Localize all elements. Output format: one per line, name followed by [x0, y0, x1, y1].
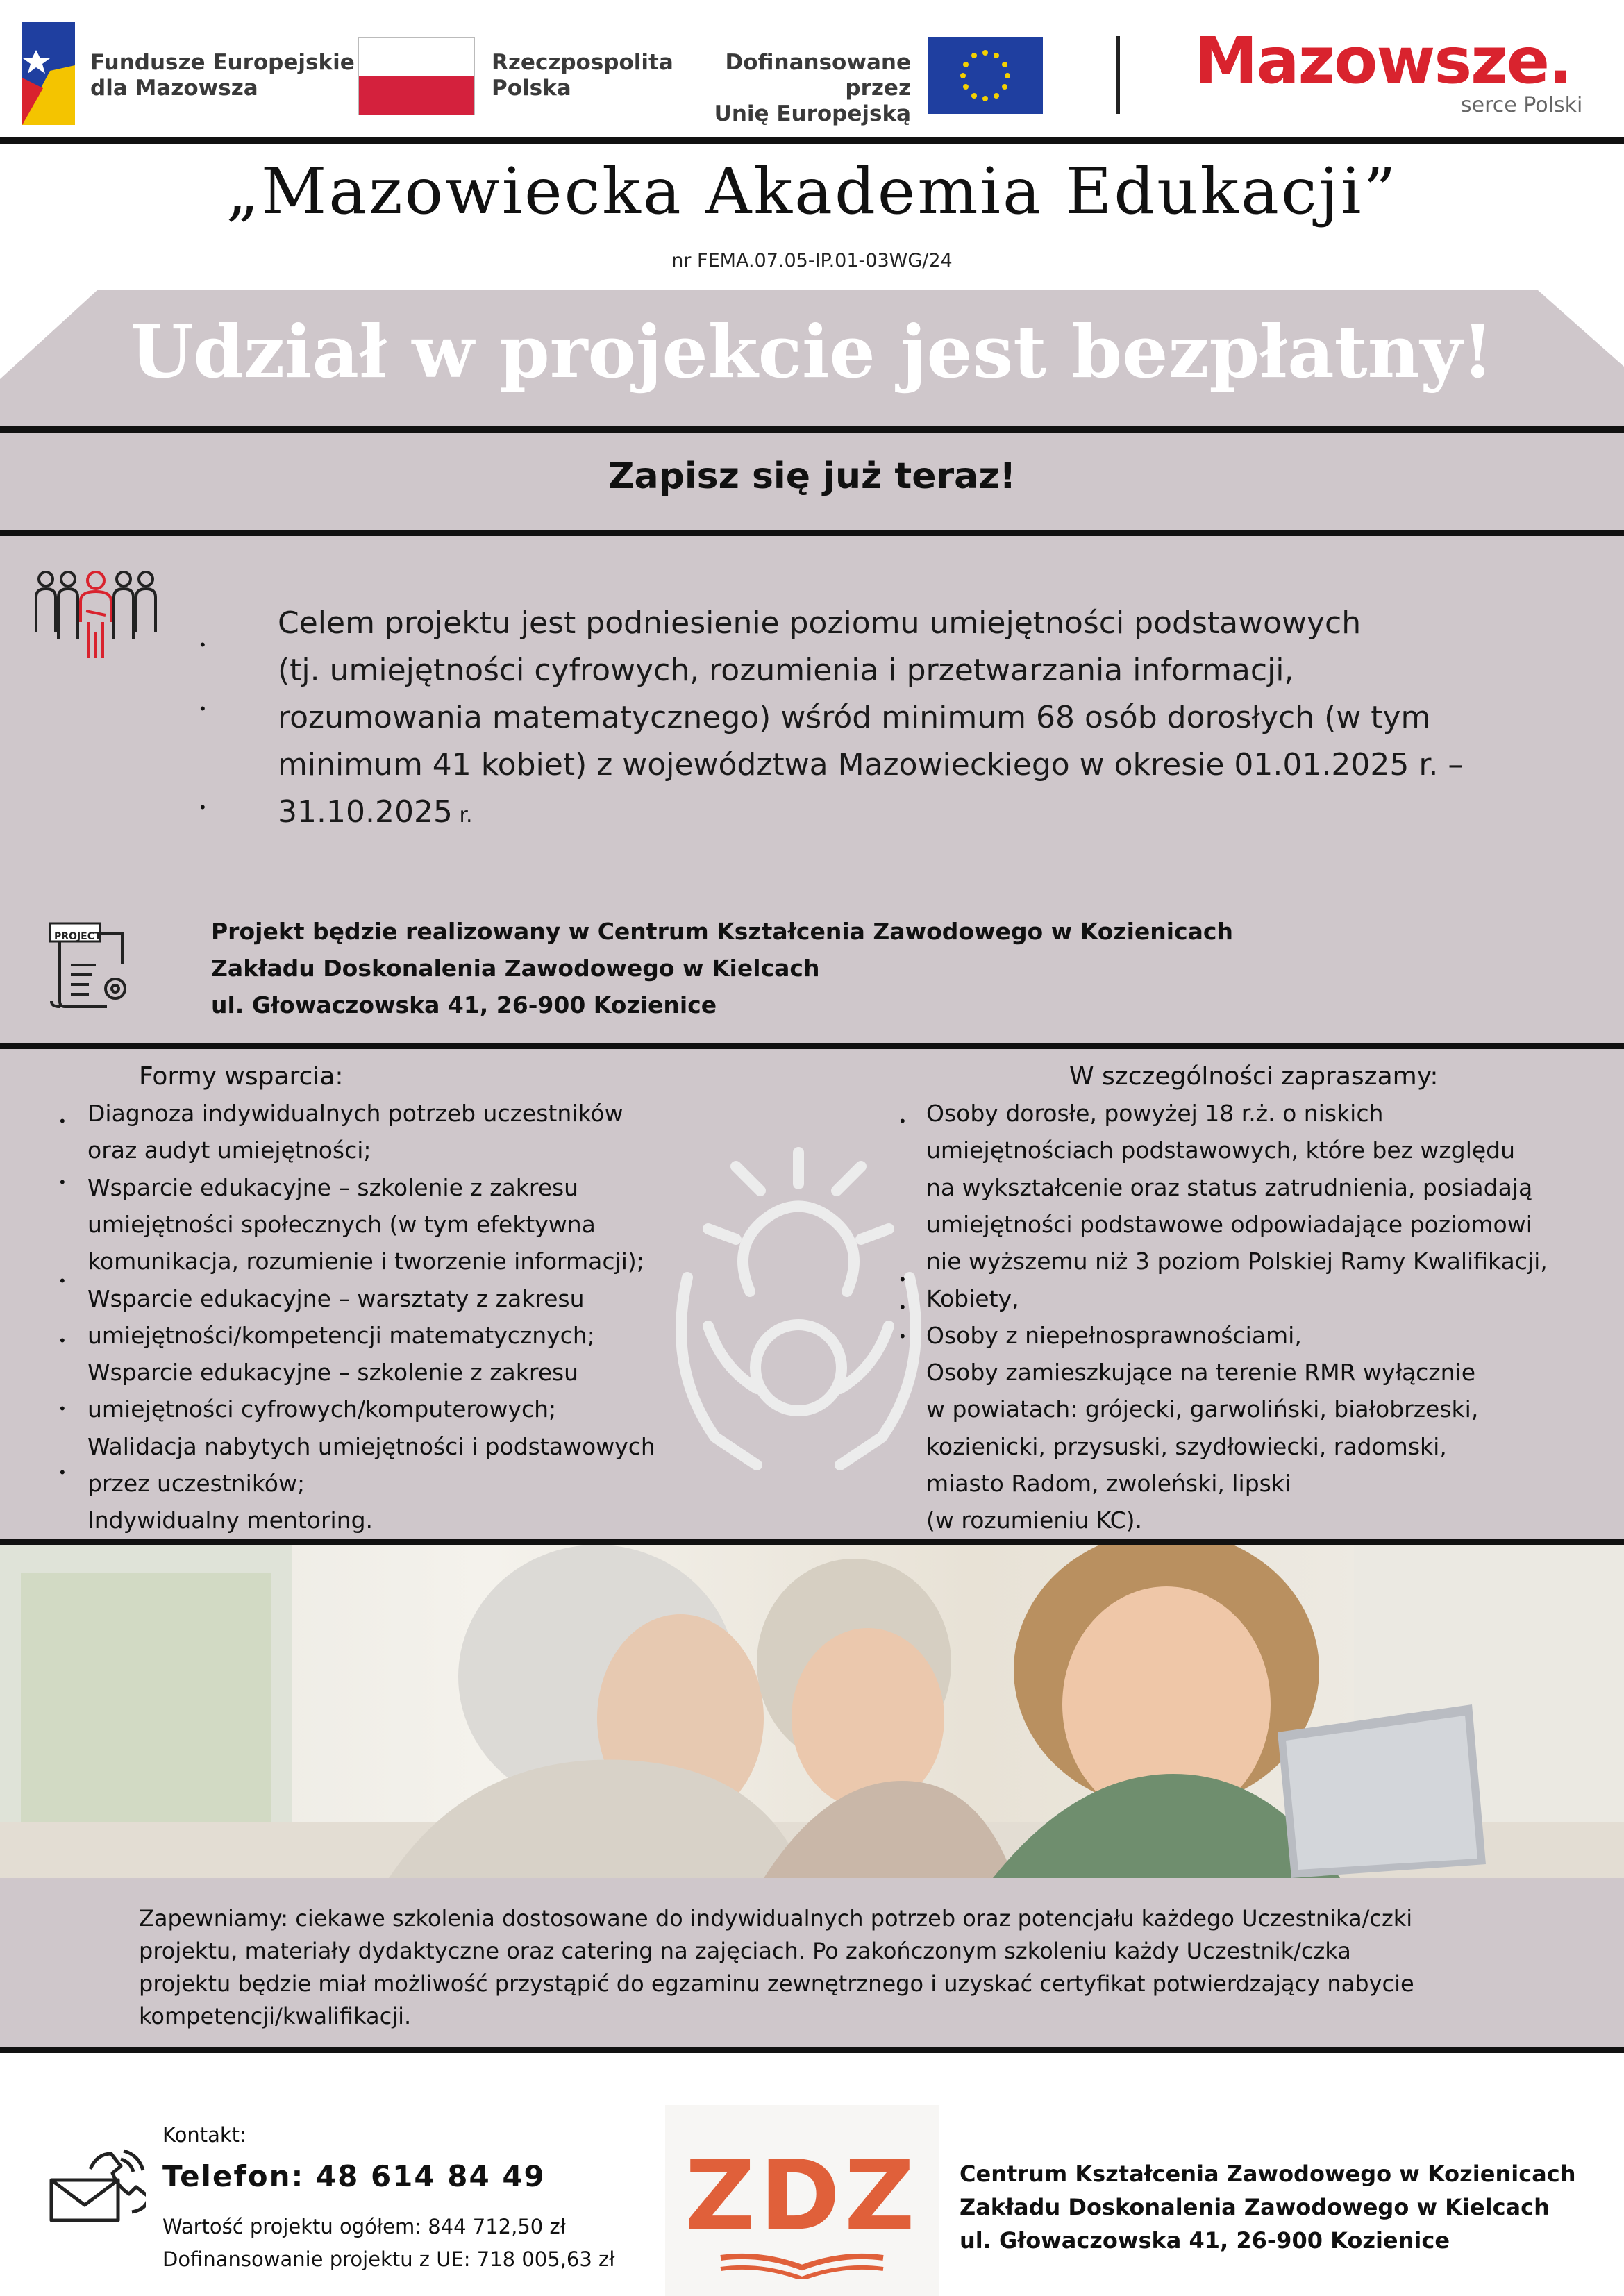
logo-ue-text: Dofinansowane przez Unię Europejską	[714, 50, 911, 126]
list-item: umiejętnościach podstawowych, które bez względu	[926, 1137, 1516, 1164]
list-item: Walidacja nabytych umiejętności i podstawowych	[87, 1433, 655, 1460]
org-line: Centrum Kształcenia Zawodowego w Kozienicach	[960, 2161, 1576, 2187]
list-item: umiejętności/kompetencji matematycznych;	[87, 1322, 595, 1349]
list-item: nie wyższemu niż 3 poziom Polskiej Ramy Kwalifikacji,	[926, 1248, 1548, 1275]
list-item: Osoby zamieszkujące na terenie RMR wyłącznie	[926, 1359, 1476, 1386]
list-item: Kobiety,	[926, 1285, 1019, 1312]
guarantee-line: Zapewniamy: ciekawe szkolenia dostosowane do indywidualnych potrzeb oraz potencjału każdego Uczestnika/czki	[139, 1905, 1413, 1932]
list-item: Wsparcie edukacyjne – szkolenie z zakresu	[87, 1359, 579, 1386]
list-item: umiejętności społecznych (w tym efektywna	[87, 1211, 596, 1238]
list-item: Osoby z niepełnosprawnościami,	[926, 1322, 1302, 1349]
goal-bullet: •	[200, 700, 206, 717]
mazowsze-logo: Mazowsze.	[1194, 24, 1572, 98]
signup-rule	[0, 530, 1624, 536]
logo-fe-text: Fundusze Europejskie dla Mazowsza	[90, 50, 355, 101]
list-item: umiejętności cyfrowych/komputerowych;	[87, 1396, 557, 1423]
list-item: Wsparcie edukacyjne – warsztaty z zakresu	[87, 1285, 585, 1312]
list-item: Wsparcie edukacyjne – szkolenie z zakresu	[87, 1174, 579, 1201]
mail-phone-icon	[49, 2148, 146, 2224]
poland-flag-logo	[358, 37, 475, 115]
goal-bullet: •	[200, 798, 206, 816]
eu-cofinancing: Dofinansowanie projektu z UE: 718 005,63 zł	[162, 2247, 615, 2271]
list-item: (w rozumieniu KC).	[926, 1507, 1142, 1534]
goal-text-line: 31.10.2025 r.	[278, 794, 473, 830]
header-rule	[0, 137, 1624, 144]
mazowsze-tagline: serce Polski	[1461, 93, 1583, 117]
location-line: Projekt będzie realizowany w Centrum Kształcenia Zawodowego w Kozienicach	[211, 918, 1233, 945]
goal-text-line: (tj. umiejętności cyfrowych, rozumienia i przetwarzania informacji,	[278, 653, 1294, 688]
page-title: „Mazowiecka Akademia Edukacji”	[226, 154, 1398, 228]
location-rule	[0, 1043, 1624, 1049]
goal-bullet: •	[200, 636, 206, 653]
list-item: miasto Radom, zwoleński, lipski	[926, 1470, 1291, 1497]
guarantee-rule	[0, 2047, 1624, 2053]
goal-text-line: minimum 41 kobiet) z województwa Mazowieckiego w okresie 01.01.2025 r. –	[278, 747, 1464, 782]
signup-heading: Zapisz się już teraz!	[608, 455, 1016, 497]
location-line: Zakładu Doskonalenia Zawodowego w Kielcach	[211, 955, 820, 982]
zdz-logo: ZDZ	[665, 2105, 939, 2296]
invite-heading: W szczególności zapraszamy:	[1069, 1062, 1439, 1091]
logo-divider	[1116, 36, 1120, 114]
goal-text-line: rozumowania matematycznego) wśród minimum 68 osób dorosłych (w tym	[278, 700, 1431, 735]
guarantee-line: kompetencji/kwalifikacji.	[139, 2003, 412, 2029]
phone-number[interactable]: Telefon: 48 614 84 49	[162, 2159, 546, 2193]
free-participation-banner: Udział w projekcie jest bezpłatny!	[130, 309, 1494, 394]
list-item: oraz audyt umiejętności;	[87, 1137, 371, 1164]
total-value: Wartość projektu ogółem: 844 712,50 zł	[162, 2215, 566, 2238]
org-line: Zakładu Doskonalenia Zawodowego w Kielcach	[960, 2194, 1550, 2220]
list-item: w powiatach: grójecki, garwoliński, białobrzeski,	[926, 1396, 1479, 1423]
list-item: na wykształcenie oraz status zatrudnienia, posiadają	[926, 1174, 1533, 1201]
lightbulb-hands-icon	[660, 1118, 937, 1493]
goal-text-line: Celem projektu jest podniesienie poziomu umiejętności podstawowych	[278, 605, 1362, 641]
list-item: Diagnoza indywidualnych potrzeb uczestników	[87, 1100, 623, 1127]
fundusze-europejskie-logo	[22, 22, 75, 125]
org-line: ul. Głowaczowska 41, 26-900 Kozienice	[960, 2227, 1450, 2254]
location-line: ul. Głowaczowska 41, 26-900 Kozienice	[211, 991, 717, 1019]
guarantee-line: projektu, materiały dydaktyczne oraz catering na zajęciach. Po zakończonym szkoleniu każdy Uczestnik/czka	[139, 1938, 1351, 1964]
people-group-icon	[33, 569, 158, 660]
list-item: Osoby dorosłe, powyżej 18 r.ż. o niskich	[926, 1100, 1384, 1127]
seniors-photo	[0, 1545, 1624, 1878]
list-item: komunikacja, rozumienie i tworzenie informacji);	[87, 1248, 644, 1275]
list-item: kozienicki, przysuski, szydłowiecki, radomski,	[926, 1433, 1447, 1460]
list-item: umiejętności podstawowe odpowiadające poziomowi	[926, 1211, 1532, 1238]
list-item: przez uczestników;	[87, 1470, 305, 1497]
banner-rule	[0, 426, 1624, 433]
logo-rp-text: Rzeczpospolita Polska	[492, 50, 673, 101]
guarantee-line: projektu będzie miał możliwość przystąpić do egzaminu zewnętrznego i uzyskać certyfikat potwierdzający nabycie	[139, 1970, 1414, 1997]
list-item: Indywidualny mentoring.	[87, 1507, 374, 1534]
eu-flag-logo	[928, 37, 1043, 114]
columns-rule	[0, 1539, 1624, 1545]
contact-label: Kontakt:	[162, 2123, 246, 2147]
project-number: nr FEMA.07.05-IP.01-03WG/24	[671, 250, 953, 271]
support-heading: Formy wsparcia:	[139, 1062, 344, 1091]
